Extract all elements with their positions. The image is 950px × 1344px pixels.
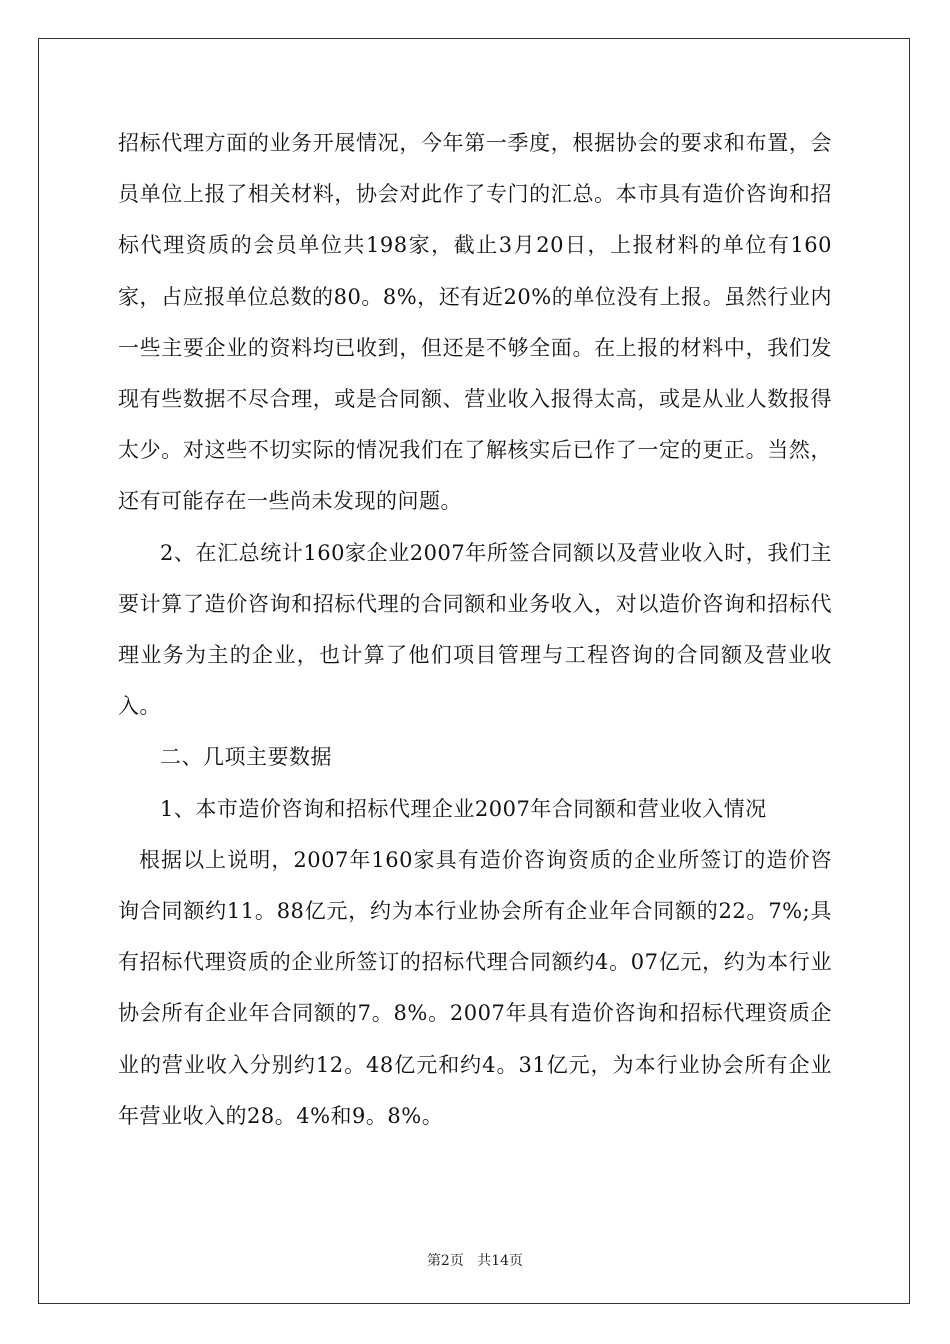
paragraph-item-2: 2、在汇总统计160家企业2007年所签合同额以及营业收入时，我们主要计算了造价咨询和招标代理的合同额和业务收入，对以造价咨询和招标代理业务为主的企业，也计算了他们项目管理与工程咨询的合同额及营业收入。 bbox=[118, 540, 832, 719]
document-body bbox=[118, 118, 832, 1142]
section-heading: 二、几项主要数据 bbox=[160, 745, 332, 770]
subsection-heading: 1、本市造价咨询和招标代理企业2007年合同额和营业收入情况 bbox=[160, 796, 767, 821]
page-number: 第2页 bbox=[426, 1253, 464, 1269]
paragraph-data-summary: 根据以上说明，2007年160家具有造价咨询资质的企业所签订的造价咨询合同额约11。88亿元，约为本行业协会所有企业年合同额的22。7%;具有招标代理资质的企业所签订的招标代理合同额约4。07亿元，约为本行业协会所有企业年合同额的7。8%。2007年具有造价咨询和招标代理资质企业的营业收入分别约12。48亿元和约4。31亿元，为本行业协会所有企业年营业收入的28。4%和9。8%。 bbox=[118, 847, 832, 1128]
paragraph-continuation: 招标代理方面的业务开展情况，今年第一季度，根据协会的要求和布置，会员单位上报了相关材料，协会对此作了专门的汇总。本市具有造价咨询和招标代理资质的会员单位共198家，截止3月20日，上报材料的单位有160家，占应报单位总数的80。8%，还有近20%的单位没有上报。虽然行业内一些主要企业的资料均已收到，但还是不够全面。在上报的材料中，我们发现有些数据不尽合理，或是合同额、营业收入报得太高，或是从业人数报得太少。对这些不切实际的情况我们在了解核实后已作了一定的更正。当然，还有可能存在一些尚未发现的问题。 bbox=[118, 131, 832, 514]
page-footer bbox=[0, 1250, 950, 1270]
page-total: 共14页 bbox=[477, 1253, 524, 1269]
